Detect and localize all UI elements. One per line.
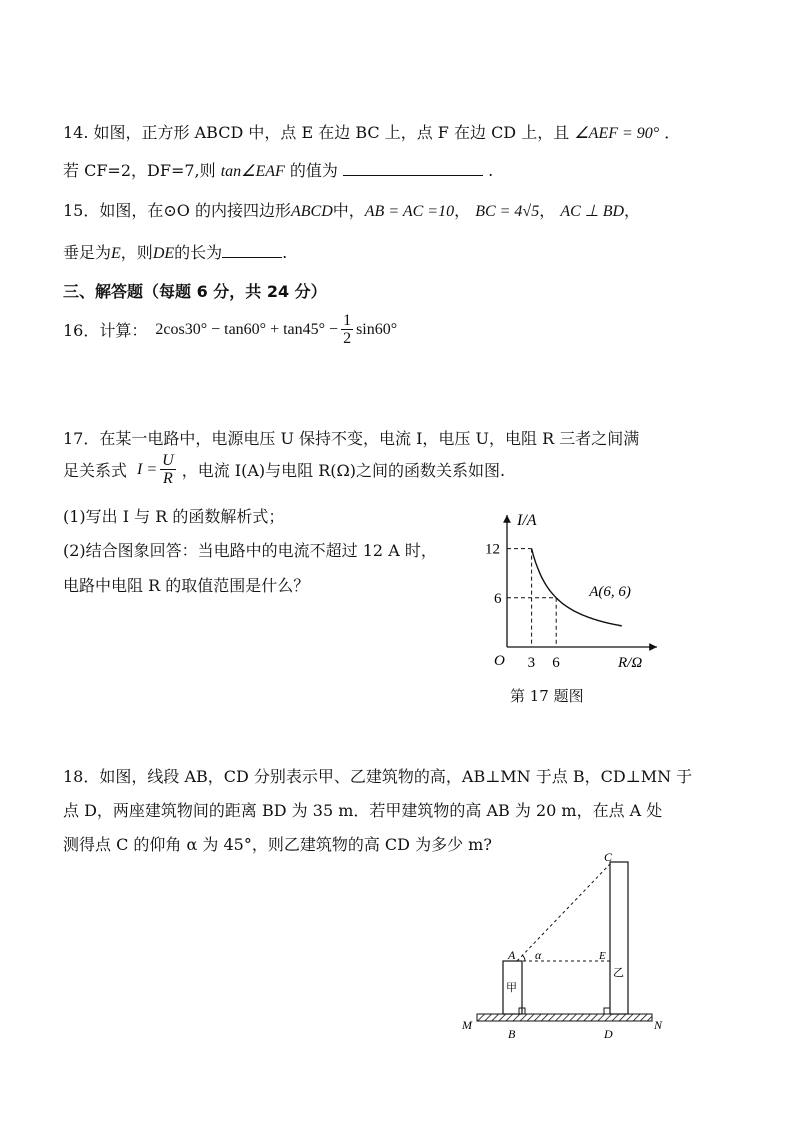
q17-part1: (1)写出 I 与 R 的函数解析式；: [63, 507, 285, 526]
q15-text-c: 垂足为: [63, 243, 112, 262]
q17-graph: [485, 500, 670, 710]
point-a-label: A(6, 6): [589, 583, 631, 600]
q17-formula-den: R: [163, 470, 173, 487]
label-b: B: [508, 1027, 516, 1041]
x-tick-3: 3: [527, 655, 536, 671]
q15-answer-blank[interactable]: [222, 257, 282, 258]
q15-text-a: 15．如图，在⊙O 的内接四边形: [63, 201, 291, 220]
q15-line2: [63, 240, 287, 263]
label-yi: 乙: [613, 967, 624, 979]
q14-tan-math: tan∠EAF: [220, 163, 285, 180]
q15-sep2: ，: [539, 201, 556, 220]
q14-line2: [63, 158, 493, 181]
section-heading: 三、解答题（每题 6 分，共 24 分）: [63, 282, 327, 301]
q18-line1: 18．如图，线段 AB，CD 分别表示甲、乙建筑物的高，AB⊥MN 于点 B，CD⊥MN 于: [63, 767, 693, 786]
q16-line: [63, 312, 397, 347]
q17-formula-lhs: I =: [137, 460, 158, 478]
label-d: D: [604, 1027, 613, 1041]
q15-math-e: E: [111, 245, 121, 262]
x-axis-label: R/Ω: [618, 655, 643, 671]
y-tick-12: 12: [485, 541, 500, 558]
q15-math-de: DE: [152, 245, 175, 262]
q17-text-b: ，电流 I(A)与电阻 R(Ω)之间的函数关系如图.: [181, 461, 506, 480]
q15-math-abcd: ABCD: [290, 203, 333, 220]
y-axis-label: I/A: [517, 512, 537, 529]
y-tick-6: 6: [494, 590, 502, 607]
q15-math-acbd: AC ⊥ BD: [560, 203, 625, 220]
q15-line1: [63, 198, 640, 221]
q17-part2: (2)结合图象回答：当电路中的电流不超过 12 A 时，: [63, 541, 437, 560]
q14-angle-math: ∠AEF = 90°: [574, 125, 660, 142]
q16-frac-num: 1: [343, 312, 352, 329]
q18-figure: [455, 845, 670, 1045]
ground-mn: [477, 1014, 652, 1021]
q14-text-c: 的值为: [289, 161, 338, 180]
q17-caption: 第 17 题图: [510, 687, 584, 705]
x-tick-6: 6: [552, 655, 560, 671]
origin-label: O: [494, 653, 505, 669]
q15-sep1: ，: [454, 201, 471, 220]
q14-end2: .: [488, 161, 494, 180]
q15-sep3: ，: [624, 201, 641, 220]
q18-line2: 点 D，两座建筑物间的距离 BD 为 35 m．若甲建筑物的高 AB 为 20 m，在点 A 处: [63, 801, 663, 820]
q17-text-a: 足关系式: [63, 461, 128, 480]
label-m: M: [462, 1018, 472, 1032]
q18-line3: 测得点 C 的仰角 α 为 45°，则乙建筑物的高 CD 为多少 m?: [63, 835, 492, 854]
q17-part2-cont: 电路中电阻 R 的取值范围是什么？: [63, 576, 310, 595]
label-a: A: [508, 948, 516, 962]
label-c: C: [604, 850, 613, 864]
elevation-sight-line: [517, 864, 610, 961]
q16-label: 16．计算：: [63, 321, 148, 340]
q14-end: ．: [664, 123, 681, 142]
label-e: E: [599, 950, 606, 962]
alpha-arc: [522, 955, 525, 961]
q15-math-ab: AB = AC =10: [364, 203, 455, 220]
building-yi: [610, 862, 628, 1014]
label-jia: 甲: [506, 982, 517, 994]
q16-expr-b: sin60°: [356, 320, 398, 338]
q15-math-bc: BC = 4√5: [475, 203, 540, 220]
q15-end: .: [282, 243, 288, 262]
q14-text-b: 若 CF=2，DF=7,则: [63, 161, 216, 180]
label-n: N: [654, 1018, 663, 1032]
q15-text-b: 中，: [332, 201, 365, 220]
q17-formula-frac: [160, 452, 176, 487]
q14-text-a: 14. 如图，正方形 ABCD 中，点 E 在边 BC 上，点 F 在边 CD 上，且: [63, 123, 570, 142]
q15-text-e: 的长为: [174, 243, 223, 262]
q15-text-d: ，则: [120, 243, 153, 262]
q16-expr-a: 2cos30° − tan60° + tan45° −: [155, 320, 339, 338]
q16-fraction: [341, 312, 353, 347]
q17-line1: 17．在某一电路中，电源电压 U 保持不变，电流 I，电压 U，电阻 R 三者之间满: [63, 429, 640, 448]
q17-formula-num: U: [162, 452, 174, 469]
q16-frac-den: 2: [343, 330, 352, 347]
q14-line1: [63, 120, 680, 143]
right-angle-d: [604, 1008, 610, 1014]
label-alpha: α: [535, 948, 542, 962]
q14-answer-blank[interactable]: [343, 175, 483, 176]
q17-line2: [63, 452, 505, 487]
